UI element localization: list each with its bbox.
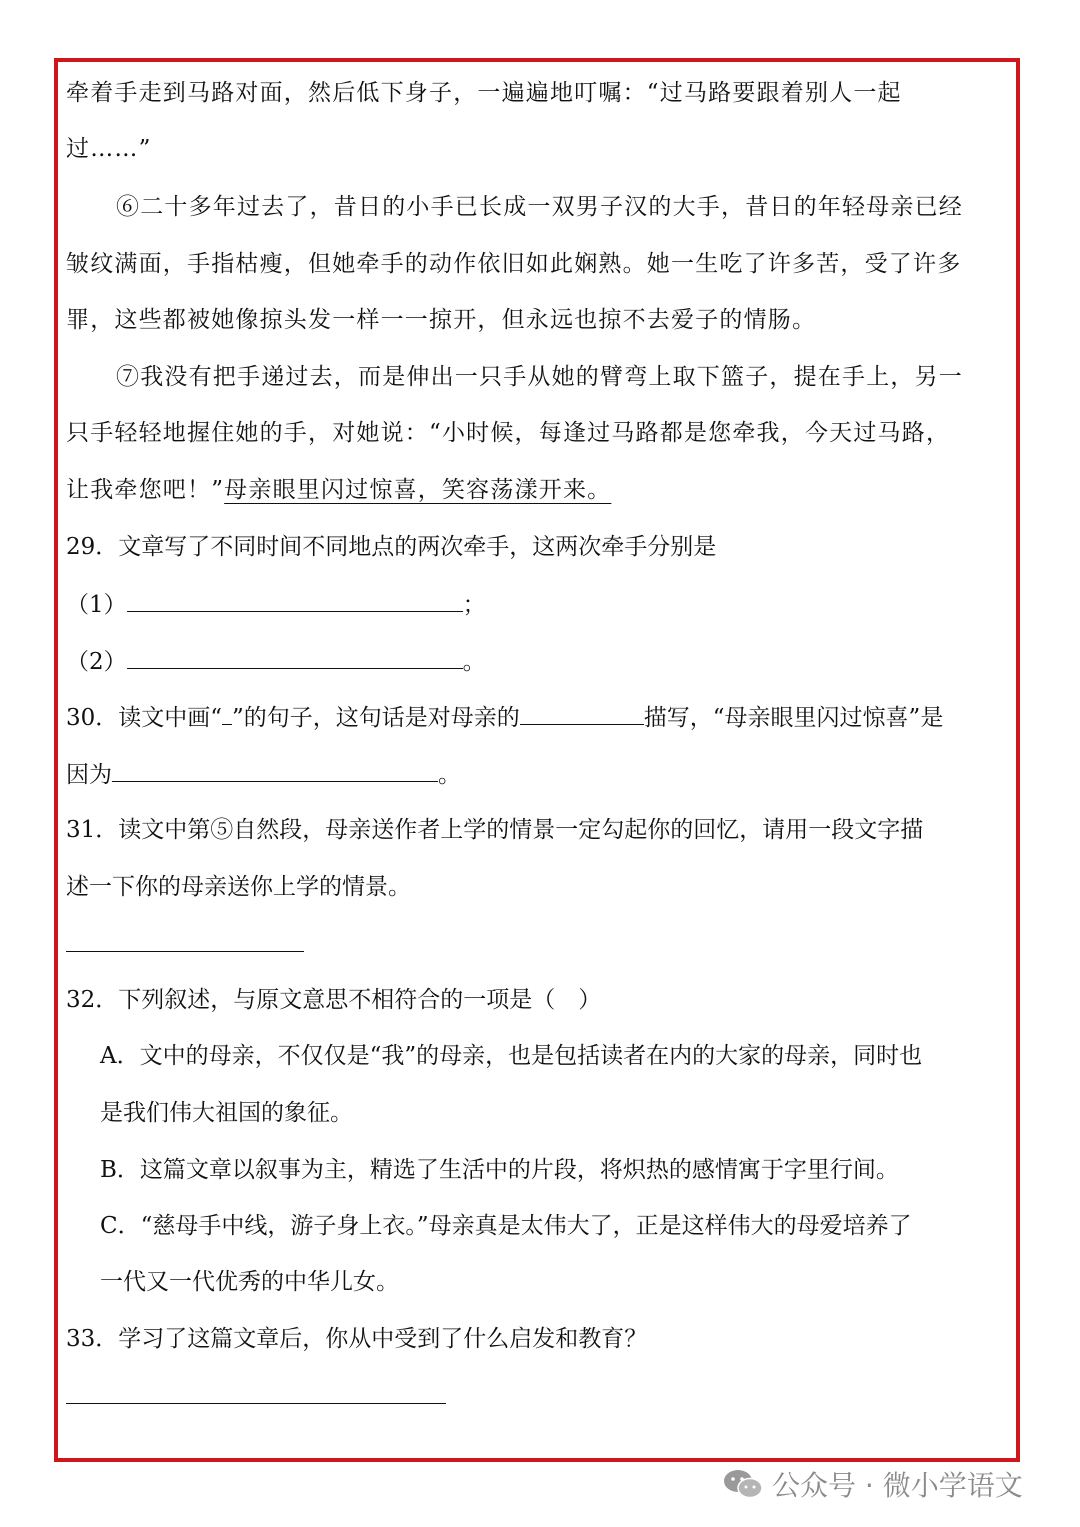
answer-blank-29-1[interactable] — [127, 589, 463, 612]
answer-blank-29-2[interactable] — [127, 646, 463, 669]
option-a-line-1: A．文中的母亲，不仅仅是“我”的母亲，也是包括读者在内的大家的母亲，同时也 — [100, 1043, 923, 1069]
answer-line-33[interactable] — [66, 1403, 446, 1404]
question-31-line-2: 述一下你的母亲送你上学的情景。 — [66, 874, 411, 900]
question-31-line-1: 31．读文中第⑤自然段，母亲送作者上学的情景一定勾起你的回忆，请用一段文字描 — [66, 817, 924, 843]
q30-text-a: 30．读文中画“ — [66, 705, 223, 731]
option-c-line-1: C．“慈母手中线，游子身上衣。”母亲真是太伟大了，正是这样伟大的母爱培养了 — [100, 1213, 912, 1239]
answer-line-31[interactable] — [66, 951, 304, 952]
q30-text-b: ”的句子，这句话是对母亲的 — [232, 705, 520, 731]
q30-text-e: 。 — [438, 762, 461, 788]
question-30-line-2 — [66, 759, 461, 790]
watermark-text: 公众号 · 微小学语文 — [772, 1469, 1023, 1502]
question-32: 32．下列叙述，与原文意思不相符合的一项是（ ） — [66, 987, 602, 1013]
underline-mark — [222, 702, 232, 725]
underlined-sentence: 母亲眼里闪过惊喜，笑容荡漾开来。 — [224, 477, 612, 503]
question-29: 29．文章写了不同时间不同地点的两次牵手，这两次牵手分别是 — [66, 534, 717, 560]
option-a-line-2: 是我们伟大祖国的象征。 — [100, 1100, 353, 1126]
item-end: 。 — [462, 649, 486, 675]
question-33: 33．学习了这篇文章后，你从中受到了什么启发和教育？ — [66, 1326, 648, 1352]
q30-text-c: 描写，“母亲眼里闪过惊喜”是 — [643, 705, 944, 731]
quote-text: 让我牵您吧！” — [66, 477, 225, 503]
wechat-icon — [722, 1467, 764, 1501]
question-29-item-2 — [66, 646, 486, 677]
paragraph-6-line-2: 皱纹满面，手指枯瘦，但她牵手的动作依旧如此娴熟。她一生吃了许多苦，受了许多 — [66, 251, 962, 277]
item-label: （1） — [66, 592, 127, 618]
passage-line-2: 过……” — [66, 136, 152, 162]
question-29-item-1 — [66, 589, 486, 620]
paragraph-6-line-1: ⑥二十多年过去了，昔日的小手已长成一双男子汉的大手，昔日的年轻母亲已经 — [116, 194, 963, 220]
paragraph-7-line-3 — [66, 475, 611, 505]
paragraph-7-line-2: 只手轻轻地握住她的手，对她说：“小时候，每逢过马路都是您牵我，今天过马路， — [66, 420, 951, 446]
paragraph-6-line-3: 罪，这些都被她像掠头发一样一一掠开，但永远也掠不去爱子的情肠。 — [66, 307, 817, 333]
option-c-line-2: 一代又一代优秀的中华儿女。 — [100, 1269, 399, 1295]
passage-line-1: 牵着手走到马路对面，然后低下身子，一遍遍地叮嘱：“过马路要跟着别人一起 — [66, 80, 902, 106]
watermark — [722, 1464, 1023, 1504]
option-b: B．这篇文章以叙事为主，精选了生活中的片段，将炽热的感情寓于字里行间。 — [100, 1157, 899, 1183]
q30-text-d: 因为 — [66, 762, 112, 788]
item-label: （2） — [66, 649, 127, 675]
question-30-line-1 — [66, 702, 943, 733]
paragraph-7-line-1: ⑦我没有把手递过去，而是伸出一只手从她的臂弯上取下篮子，提在手上，另一 — [116, 364, 963, 390]
answer-blank-30-1[interactable] — [520, 702, 644, 725]
item-end: ； — [462, 592, 486, 618]
answer-blank-30-2[interactable] — [112, 759, 438, 782]
